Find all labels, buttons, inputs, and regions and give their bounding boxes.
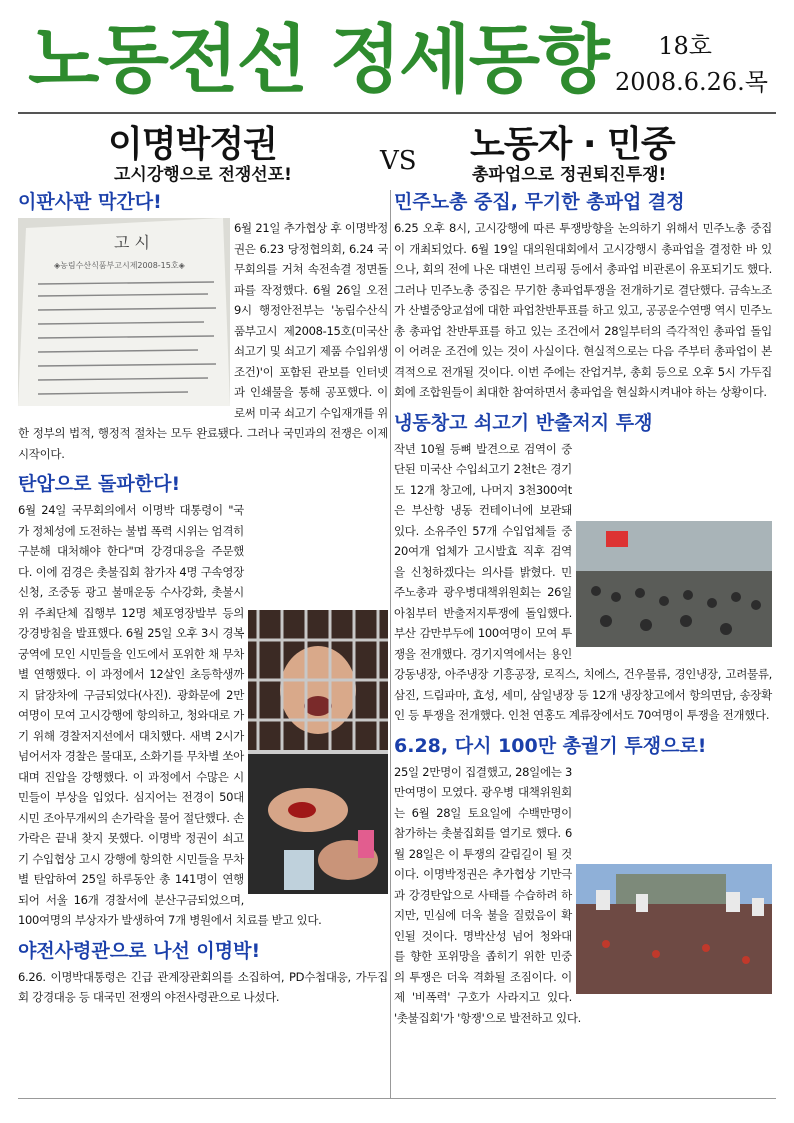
section-body-left-2: 6월 24일 국무회의에서 이명박 대통령이 "국가 정체성에 도전하는 불법 폭력 시위는 엄격히 구분해 대처해야 한다"며 강경대응을 주문했다. 이에 검경은 촛불집회 참가자 4명 구속영장 신청, 조중동 광고 불매운동 수사강화, 촛불시위 주최단체 집행부 12명 체포영장발부 등의 강경방침을 발표했다. 6월 25일 오후 3시 경복궁역에 모인 시민들을 인도에서 포위한 채 무차별 연행했다. 이 과정에서 12살인 초등학생까지 닭장차에 구금되었다(사진). 광화문에 2만여명이 모여 고시강행에 항의하고, 청와대로 가기 위해 경찰저지선에서 대치했다. 새벽 2시가 넘어서자 경찰은 물대포, 소화기를 무차별 쏘아대며 진압을 강행했다. 이 과정에서 수많은 시민들이 부상을 입었다. 심지어는 전경이 50대 시민 조아무개씨의 손가락을 물어 절단했다. 손가락은 끝내 찾지 못했다. 이명박 정권이 쇠고기 수입협상 고시 강행에 항의한 시민들을 무차별 탄압하여 25일 하루동안 총 141명이 연행되어 서울 16개 경찰서에 분산구금되었으며, 100여명의 부상자가 발생하여 7개 병원에서 치료를 받고 있다.	[18, 503, 322, 927]
section-body-right-2: 작년 10월 등뼈 발견으로 검역이 중단된 미국산 수입쇠고기 2천t은 경기도 12개 창고에, 나머지 3천300여t은 부산항 냉동 컨테이너에 보관돼 있다. 소유주인 57개 수입업체들 중 20여개 업체가 고시발효 직후 검역을 신청하겠다는 의사를 밝혔다. 민주노총과 광우병대책위원회는 26일 아침부터 반출저지투쟁에 돌입했다. 부산 감만부두에 100여명이 모여 투쟁을 전개했다. 경기지역에서는 용인 강동냉장, 아주냉장 기흥공장, 로직스, 치에스, 건우물류, 경인냉장, 고려물류, 삼진, 드림파마, 효성, 세미, 삼일냉장 등 12개 냉장창고에서 항의면담, 송장확인 등 투쟁을 전개했다. 인천 연홍도 계류장에서도 70여명이 투쟁을 전개했다.	[394, 441, 772, 722]
issue-number: 18호	[658, 32, 712, 60]
section-body-left-3: 6.26. 이명박대통령은 긴급 관계장관회의를 소집하여, PD수첩대응, 가두집회 강경대응 등 대국민 전쟁의 야전사령관으로 나섰다.	[18, 969, 388, 1004]
section-title-right-3: 6.28, 다시 100만 총궐기 투쟁으로!	[394, 734, 707, 757]
notice-line-1: ◈농림수산식품부고시제2008-15호◈	[54, 261, 185, 270]
footer-divider	[18, 1098, 776, 1099]
headline-banner	[18, 116, 776, 188]
left-column	[18, 190, 388, 1008]
protest-illustration	[248, 610, 388, 894]
rally-illustration	[576, 864, 772, 994]
issue-date: 2008.6.26.목	[615, 68, 768, 96]
crowd-illustration	[576, 521, 772, 647]
section-title-right-2: 냉동창고 쇠고기 반출저지 투쟁	[394, 411, 653, 434]
headline-right-sub: 총파업으로 정권퇴진투쟁!	[472, 165, 667, 185]
section-title-left-3: 야전사령관으로 나선 이명박!	[18, 939, 261, 962]
newsletter-title: 노동전선 정세동향	[28, 17, 608, 103]
section-body-left-1: 6월 21일 추가협상 후 이명박정권은 6.23 당정협의회, 6.24 국무회의를 거쳐 속전속결 정면돌파를 작정했다. 6월 26일 오전 9시 행정안전부는 '농림수산식품부고시 제2008-15호(미국산 쇠고기 및 쇠고기 제품 수입위생조건)'이 포함된 관보를 인터넷과 인쇄물을 통해 공포했다. 이로써 미국 쇠고기 수입재개를 위한 정부의 법적, 행정적 절차는 모두 완료됐다. 그러나 국민과의 전쟁은 이제 시작이다.	[18, 221, 388, 461]
section-body-right-3: 25일 2만명이 집결했고, 28일에는 3만여명이 모였다. 광우병 대책위원회는 6월 28일 토요일에 수백만명이 참가하는 촛불집회를 열기로 했다. 6월 28일은 이 투쟁의 갈림길이 될 것이다. 이명박정권은 추가협상 기만극과 강경탄압으로 사태를 수습하려 하지만, 민심에 더욱 불을 질렀음이 확인될 것이다. 명박산성 넘어 청와대를 향한 포위망을 좁히기 위한 민중의 투쟁은 더욱 격화될 조짐이다. 이제 '비폭력' 구호가 사라지고 있다. '촛불집회'가 '항쟁'으로 발전하고 있다.	[394, 764, 582, 1025]
right-column	[394, 190, 772, 1028]
header-divider	[18, 112, 776, 114]
notice-document-illustration	[18, 218, 230, 406]
section-title-right-1: 민주노총 중집, 무기한 총파업 결정	[394, 191, 685, 213]
candlelight-rally-photo	[576, 864, 772, 994]
headline-left-sub: 고시강행으로 전쟁선포!	[114, 165, 292, 185]
headline-right-main: 노동자 · 민중	[470, 124, 675, 165]
notice-word: 고 시	[114, 233, 150, 252]
notice-document-photo	[18, 218, 230, 406]
masthead	[22, 10, 772, 110]
warehouse-protest-photo	[576, 521, 772, 647]
headline-left-main: 이명박정권	[108, 124, 277, 165]
protest-photos	[248, 610, 388, 894]
section-body-right-1: 6.25 오후 8시, 고시강행에 따른 투쟁방향을 논의하기 위해서 민주노총 중집이 개최되었다. 6월 19일 대의원대회에서 고시강행시 총파업을 결정한 바 있으나, 회의 전에 나온 대변인 브리핑 등에서 총파업 비관론이 유포되기도 했다. 그러나 민주노총 중집은 무기한 총파업투쟁을 전개하기로 결단했다. 금속노조가 산별중앙교섭에 대한 파업찬반투표를 하고 있고, 공공운수연맹 역시 민주노총 총파업 찬반투표를 하고 있는 조건에서 28일부터의 즉각적인 총파업 돌입이 어려운 조건에 있는 것이 사실이다. 현실적으로는 다음 주부터 총파업이 본격적으로 전개될 것이다. 이번 주에는 잔업거부, 총회 등으로 오후 5시 가두집회에 조합원들이 최대한 참여하면서 총파업을 현실화시켜내야 하는 상황이다.	[394, 221, 772, 399]
section-title-left-1: 이판사판 막간다!	[18, 191, 162, 213]
column-divider	[390, 190, 391, 1098]
headline-vs: VS	[380, 146, 417, 176]
section-title-left-2: 탄압으로 돌파한다!	[18, 473, 181, 495]
